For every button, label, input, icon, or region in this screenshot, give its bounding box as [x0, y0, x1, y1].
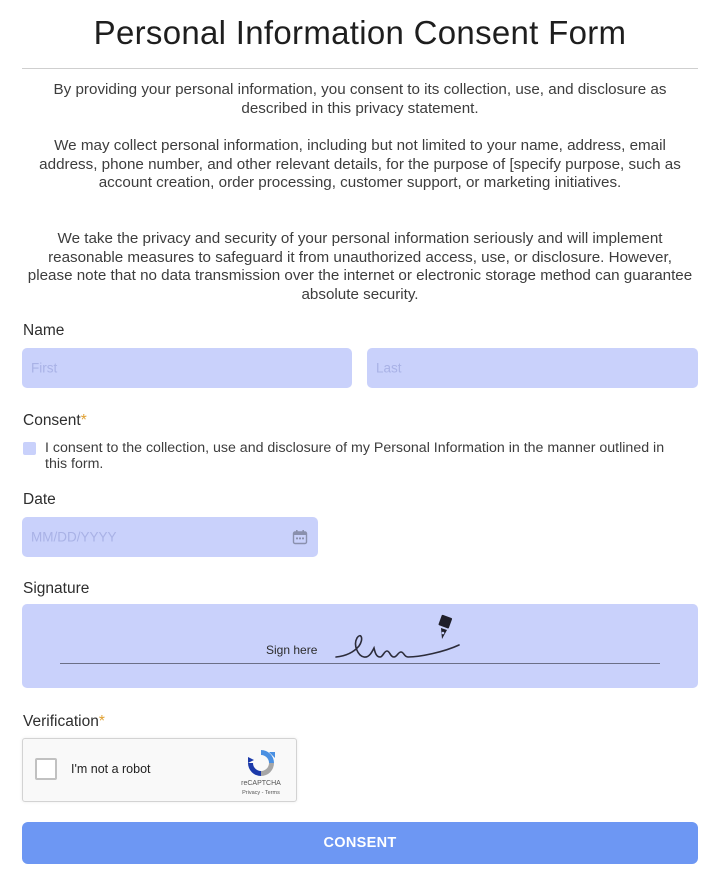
- recaptcha-widget: [22, 738, 297, 802]
- consent-button[interactable]: CONSENT: [22, 822, 698, 864]
- date-input[interactable]: [22, 517, 318, 557]
- first-name-input[interactable]: [22, 348, 352, 388]
- consent-label: [23, 412, 87, 430]
- recaptcha-label: I'm not a robot: [71, 762, 151, 776]
- required-marker: *: [80, 412, 87, 429]
- consent-checkbox[interactable]: [23, 442, 36, 455]
- consent-checkbox-label[interactable]: I consent to the collection, use and disclosure of my Personal Information in the manner outlined in this form.: [45, 440, 665, 472]
- signature-label: Signature: [23, 580, 90, 597]
- verification-label: [23, 713, 105, 731]
- verification-label-text: Verification: [23, 713, 99, 730]
- recaptcha-logo-icon: [245, 747, 277, 779]
- date-placeholder: MM/DD/YYYY: [31, 529, 117, 545]
- calendar-icon[interactable]: [292, 529, 308, 545]
- consent-label-text: Consent: [23, 412, 81, 429]
- first-name-placeholder: First: [31, 360, 58, 376]
- recaptcha-checkbox[interactable]: [35, 758, 57, 780]
- title-divider: [22, 68, 698, 69]
- last-name-placeholder: Last: [376, 360, 402, 376]
- signature-pad[interactable]: [22, 604, 698, 688]
- recaptcha-privacy-terms-link[interactable]: Privacy - Terms: [242, 790, 280, 796]
- pen-icon: [432, 614, 454, 644]
- last-name-input[interactable]: [367, 348, 698, 388]
- date-label: Date: [23, 491, 56, 508]
- required-marker: *: [98, 713, 105, 730]
- form-title: Personal Information Consent Form: [93, 14, 627, 51]
- collection-paragraph: We may collect personal information, including but not limited to your name, address, email address, phone number, and other relevant details, for the purpose of [specify purpose, such as account creation, order processing, customer support, or marketing initiatives.: [39, 137, 681, 191]
- name-label: Name: [23, 322, 65, 339]
- security-paragraph: We take the privacy and security of your personal information seriously and will implement reasonable measures to safeguard it from unauthorized access, use, or disclosure. However, please note that no data transmission over the internet or electronic storage method can guarantee absolute security.: [27, 230, 693, 303]
- recaptcha-brand: reCAPTCHA: [241, 780, 281, 787]
- intro-paragraph: By providing your personal information, you consent to its collection, use, and disclosure as described in this privacy statement.: [53, 81, 667, 117]
- sign-here-hint: Sign here: [266, 643, 318, 657]
